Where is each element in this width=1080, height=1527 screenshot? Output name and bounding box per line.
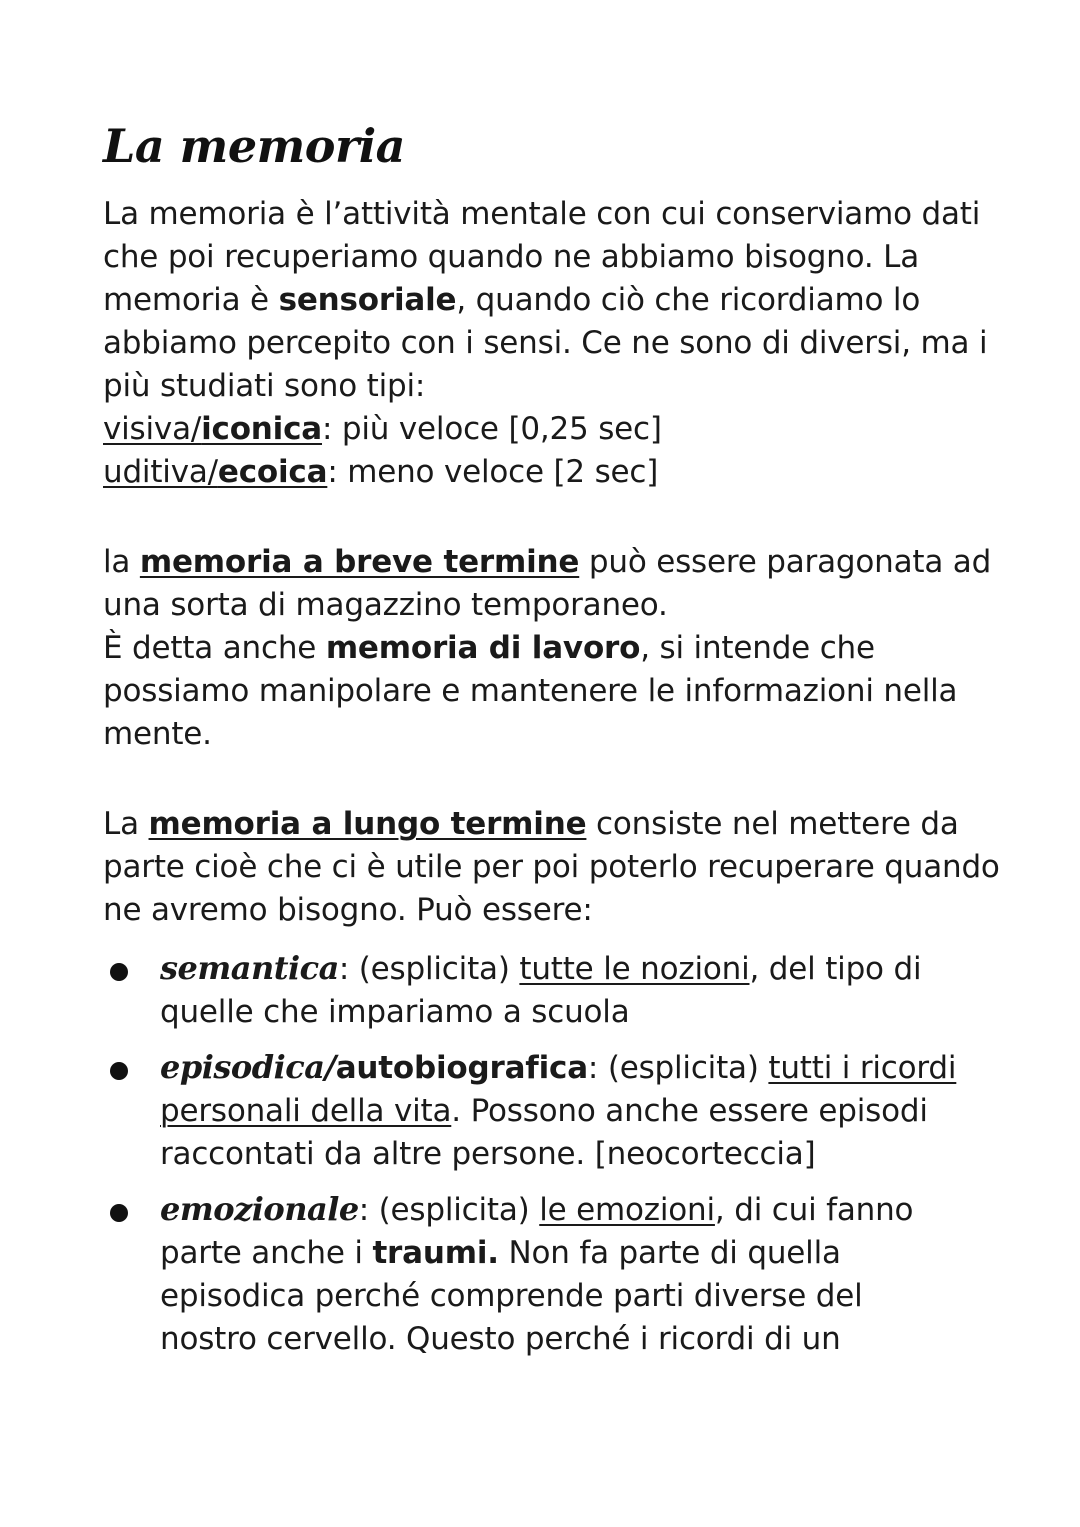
item-text: : (esplicita) <box>338 951 520 987</box>
item-text-cont: , di cui fanno parte anche i <box>160 1192 914 1271</box>
item-text-cont: , del tipo di quelle che impariamo a scuola <box>160 951 922 1030</box>
item-underline: tutte le nozioni <box>519 951 750 987</box>
intro-text: La memoria è l’attività mentale con cui conserviamo dati che poi recuperiamo quando ne abbiamo bisogno. La memoria è <box>103 196 981 318</box>
intro-paragraph <box>103 193 1003 494</box>
item-underline: le emozioni <box>539 1192 715 1228</box>
uditiva-detail: : meno veloce [2 sec] <box>327 454 659 490</box>
sensoriale-term: sensoriale <box>278 282 457 318</box>
breve-text: la <box>103 544 140 580</box>
item-script-label: episodica/ <box>160 1048 336 1086</box>
item-script-label: emozionale <box>160 1190 359 1228</box>
item-text-cont: . Possono anche essere episodi raccontati da altre persone. [neocorteccia] <box>160 1093 928 1172</box>
visiva-detail: : più veloce [0,25 sec] <box>322 411 662 447</box>
item-text-end: Non fa parte di quella episodica perché comprende parti diverse del nostro cervello. Questo perché i ricordi di un <box>160 1235 863 1357</box>
list-item <box>0 947 960 1034</box>
intro-text-cont: , quando ciò che ricordiamo lo abbiamo percepito con i sensi. Ce ne sono di diversi, ma i più studiati sono tipi: <box>103 282 988 404</box>
item-text: : (esplicita) <box>587 1050 769 1086</box>
breve-paragraph <box>103 541 1003 756</box>
uditiva-label: uditiva/ <box>103 454 218 490</box>
ecoica-term: ecoica <box>217 454 328 490</box>
breve-term: memoria a breve termine <box>139 544 580 580</box>
lavoro-text: , si intende che possiamo manipolare e mantenere le informazioni nella mente. <box>103 630 958 752</box>
lungo-term: memoria a lungo termine <box>148 806 587 842</box>
iconica-term: iconica <box>201 411 322 447</box>
list-item <box>0 1188 960 1361</box>
bullet-icon <box>110 963 128 981</box>
item-text: : (esplicita) <box>358 1192 540 1228</box>
item-bold: autobiografica <box>335 1050 588 1086</box>
visiva-label: visiva/ <box>103 411 202 447</box>
list-item <box>0 1046 960 1176</box>
breve-text-cont: può essere paragonata ad una sorta di magazzino temporaneo. <box>103 544 992 623</box>
bullet-icon <box>110 1204 128 1222</box>
lungo-text: La <box>103 806 149 842</box>
item-underline: tutti i ricordi personali della vita <box>160 1050 957 1129</box>
uditiva-line <box>103 454 327 490</box>
memory-types-list <box>0 947 1000 1361</box>
item-bold2: traumi. <box>372 1235 499 1271</box>
lavoro-intro: È detta anche <box>103 630 326 666</box>
lavoro-term: memoria di lavoro <box>325 630 641 666</box>
lungo-paragraph <box>103 803 1003 932</box>
visiva-line <box>103 411 322 447</box>
bullet-icon <box>110 1062 128 1080</box>
lungo-text-cont: consiste nel mettere da parte cioè che ci è utile per poi poterlo recuperare quando ne avremo bisogno. Può essere: <box>103 806 1000 928</box>
page-title: La memoria <box>103 119 405 173</box>
item-script-label: semantica <box>160 949 339 987</box>
